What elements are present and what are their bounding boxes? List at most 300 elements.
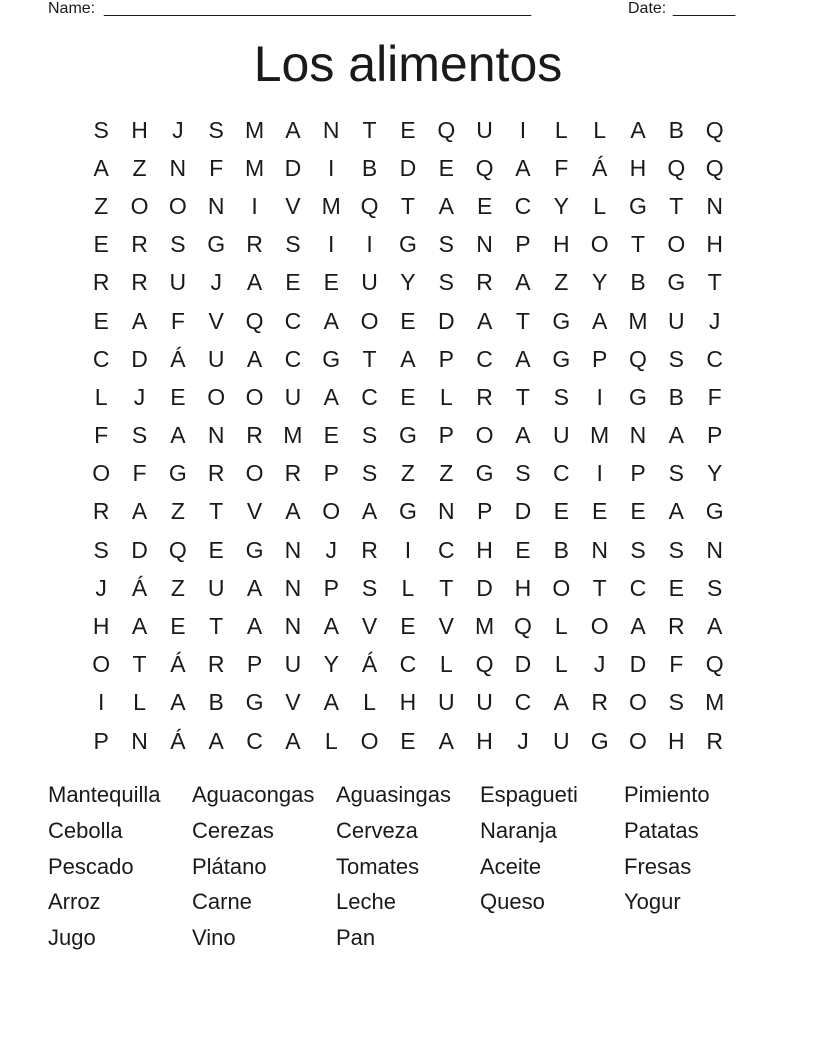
grid-cell[interactable]: L [439, 383, 453, 410]
grid-cell[interactable]: T [439, 574, 454, 601]
grid-cell[interactable]: A [131, 307, 148, 334]
grid-cell[interactable]: G [552, 345, 571, 372]
grid-cell[interactable]: S [361, 460, 378, 487]
grid-cell[interactable]: O [629, 689, 647, 716]
grid-cell[interactable]: M [244, 154, 265, 181]
grid-cell[interactable]: O [475, 422, 494, 449]
grid-cell[interactable]: B [668, 116, 684, 143]
grid-cell[interactable]: H [476, 536, 493, 563]
grid-cell[interactable]: P [707, 422, 723, 449]
name-label: Name: [48, 0, 96, 17]
grid-cell[interactable]: C [284, 345, 302, 372]
grid-cell[interactable]: A [208, 727, 224, 754]
grid-cell[interactable]: A [400, 345, 416, 372]
grid-cell[interactable]: A [361, 498, 378, 525]
grid-cell[interactable]: C [514, 192, 532, 219]
grid-cell[interactable]: D [131, 536, 148, 563]
grid-cell[interactable]: G [398, 422, 417, 449]
grid-cell[interactable]: G [207, 231, 226, 258]
grid-cell[interactable]: R [284, 460, 302, 487]
grid-cell[interactable]: A [323, 613, 339, 640]
grid-cell[interactable]: S [707, 574, 723, 601]
grid-cell[interactable]: U [284, 383, 302, 410]
grid-cell[interactable]: N [706, 536, 723, 563]
grid-cell[interactable]: B [553, 536, 569, 563]
grid-cell[interactable]: A [515, 422, 531, 449]
grid-cell[interactable]: C [476, 345, 493, 372]
grid-cell[interactable]: O [360, 307, 379, 334]
grid-cell[interactable]: U [284, 651, 302, 678]
grid-cell[interactable]: N [207, 422, 225, 449]
grid-cell[interactable]: M [705, 689, 725, 716]
grid-cell[interactable]: E [323, 422, 339, 449]
grid-cell[interactable]: I [404, 536, 412, 563]
grid-cell[interactable]: O [245, 383, 264, 410]
grid-cell[interactable]: R [131, 269, 148, 296]
grid-cell[interactable]: N [284, 574, 302, 601]
grid-cell[interactable]: S [93, 536, 109, 563]
grid-cell[interactable]: S [668, 689, 684, 716]
grid-cell[interactable]: L [554, 651, 568, 678]
grid-cell[interactable]: Q [514, 613, 532, 640]
grid-cell[interactable]: S [361, 422, 378, 449]
grid-cell[interactable]: U [361, 269, 378, 296]
grid-cell[interactable]: R [476, 383, 493, 410]
grid-cell[interactable]: I [328, 154, 335, 181]
grid-cell[interactable]: A [668, 498, 684, 525]
grid-cell[interactable]: C [92, 345, 110, 372]
grid-cell[interactable]: A [515, 269, 531, 296]
grid-cell[interactable]: E [438, 154, 454, 181]
grid-cell[interactable]: F [132, 460, 147, 487]
grid-cell[interactable]: Z [400, 460, 415, 487]
grid-cell[interactable]: P [323, 460, 339, 487]
grid-cell[interactable]: O [245, 460, 264, 487]
grid-cell[interactable]: Á [170, 727, 186, 754]
grid-cell[interactable]: R [246, 231, 263, 258]
grid-cell[interactable]: T [515, 307, 530, 334]
grid-cell[interactable]: L [554, 613, 568, 640]
grid-cell[interactable]: F [707, 383, 722, 410]
grid-cell[interactable]: C [706, 345, 723, 372]
grid-cell[interactable]: S [131, 422, 148, 449]
grid-cell[interactable]: E [400, 727, 416, 754]
grid-cell[interactable]: P [515, 231, 531, 258]
grid-cell[interactable]: G [590, 727, 609, 754]
grid-cell[interactable]: O [207, 383, 226, 410]
grid-cell[interactable]: R [361, 536, 378, 563]
grid-cell[interactable]: D [437, 307, 455, 334]
grid-cell[interactable]: O [590, 613, 609, 640]
grid-cell[interactable]: M [475, 613, 495, 640]
grid-cell[interactable]: Q [475, 154, 494, 181]
grid-cell[interactable]: H [476, 727, 493, 754]
grid-cell[interactable]: I [596, 383, 603, 410]
grid-cell[interactable]: Q [667, 154, 686, 181]
grid-cell[interactable]: I [251, 192, 258, 219]
grid-cell[interactable]: U [476, 689, 493, 716]
grid-cell[interactable]: C [399, 651, 417, 678]
grid-cell[interactable]: A [515, 345, 531, 372]
grid-cell[interactable]: E [208, 536, 224, 563]
grid-cell[interactable]: O [92, 651, 111, 678]
grid-cell[interactable]: T [592, 574, 607, 601]
grid-cell[interactable]: S [515, 460, 531, 487]
grid-cell[interactable]: S [438, 231, 454, 258]
grid-cell[interactable]: A [438, 727, 454, 754]
grid-cell[interactable]: D [476, 574, 493, 601]
grid-cell[interactable]: J [517, 727, 529, 754]
grid-cell[interactable]: Y [591, 269, 608, 296]
grid-cell[interactable]: A [93, 154, 109, 181]
grid-cell[interactable]: T [630, 231, 646, 258]
grid-cell[interactable]: Q [705, 116, 724, 143]
grid-cell[interactable]: A [630, 116, 646, 143]
grid-cell[interactable]: Y [400, 269, 416, 296]
grid-cell[interactable]: A [246, 269, 263, 296]
grid-cell[interactable]: A [131, 498, 148, 525]
grid-cell[interactable]: T [362, 116, 377, 143]
grid-cell[interactable]: I [328, 231, 335, 258]
grid-cell[interactable]: Á [131, 574, 148, 601]
grid-cell[interactable]: N [476, 231, 493, 258]
grid-cell[interactable]: S [208, 116, 224, 143]
grid-cell[interactable]: O [360, 727, 379, 754]
grid-cell[interactable]: L [363, 689, 376, 716]
grid-cell[interactable]: Q [245, 307, 264, 334]
grid-cell[interactable]: P [323, 574, 339, 601]
grid-cell[interactable]: O [667, 231, 686, 258]
grid-cell[interactable]: O [629, 727, 647, 754]
grid-cell[interactable]: N [169, 154, 187, 181]
grid-cell[interactable]: S [438, 269, 454, 296]
grid-cell[interactable]: A [630, 613, 646, 640]
word-bank-item: Naranja [480, 817, 558, 843]
grid-cell[interactable]: G [475, 460, 494, 487]
grid-cell[interactable]: A [170, 689, 186, 716]
grid-cell[interactable]: V [208, 307, 224, 334]
grid-cell[interactable]: A [246, 613, 263, 640]
grid-cell[interactable]: C [629, 574, 647, 601]
grid-cell[interactable]: D [131, 345, 148, 372]
grid-cell[interactable]: E [170, 613, 186, 640]
grid-cell[interactable]: L [593, 116, 607, 143]
grid-cell[interactable]: C [284, 307, 302, 334]
grid-cell[interactable]: F [94, 422, 109, 449]
grid-cell[interactable]: C [514, 689, 532, 716]
grid-cell[interactable]: O [322, 498, 341, 525]
grid-cell[interactable]: A [285, 727, 301, 754]
grid-cell[interactable]: O [168, 192, 187, 219]
grid-cell[interactable]: H [92, 613, 110, 640]
grid-cell[interactable]: C [246, 727, 263, 754]
grid-cell[interactable]: B [668, 383, 684, 410]
grid-cell[interactable]: U [668, 307, 685, 334]
grid-cell[interactable]: N [284, 536, 302, 563]
grid-cell[interactable]: G [705, 498, 724, 525]
grid-cell[interactable]: D [514, 498, 532, 525]
grid-cell[interactable]: R [207, 460, 225, 487]
grid-cell[interactable]: J [593, 651, 606, 678]
grid-cell[interactable]: D [514, 651, 532, 678]
grid-cell[interactable]: N [591, 536, 608, 563]
grid-cell[interactable]: G [245, 689, 264, 716]
grid-cell[interactable]: Y [553, 192, 569, 219]
grid-cell[interactable]: O [552, 574, 571, 601]
grid-cell[interactable]: A [246, 345, 263, 372]
grid-cell[interactable]: O [130, 192, 149, 219]
grid-cell[interactable]: H [399, 689, 417, 716]
grid-cell[interactable]: U [476, 116, 493, 143]
grid-cell[interactable]: J [95, 574, 107, 601]
grid-cell[interactable]: H [131, 116, 148, 143]
grid-cell[interactable]: S [668, 460, 684, 487]
grid-cell[interactable]: E [591, 498, 608, 525]
grid-cell[interactable]: E [515, 536, 531, 563]
grid-cell[interactable]: M [628, 307, 648, 334]
grid-cell[interactable]: A [131, 613, 148, 640]
grid-cell[interactable]: V [361, 613, 378, 640]
grid-cell[interactable]: T [362, 345, 377, 372]
grid-cell[interactable]: S [630, 536, 646, 563]
word-bank-item: Aceite [480, 853, 542, 879]
grid-cell[interactable]: D [284, 154, 302, 181]
grid-cell[interactable]: Q [437, 116, 456, 143]
grid-cell[interactable]: P [438, 422, 454, 449]
grid-cell[interactable]: M [244, 116, 265, 143]
grid-cell[interactable]: G [168, 460, 187, 487]
grid-cell[interactable]: H [552, 231, 570, 258]
grid-cell[interactable]: E [400, 613, 416, 640]
grid-cell[interactable]: Q [705, 154, 724, 181]
grid-cell[interactable]: U [207, 574, 225, 601]
grid-cell[interactable]: N [284, 613, 302, 640]
grid-cell[interactable]: M [321, 192, 341, 219]
grid-cell[interactable]: I [519, 116, 527, 143]
grid-cell[interactable]: G [552, 307, 571, 334]
grid-cell[interactable]: G [398, 231, 417, 258]
grid-cell[interactable]: V [246, 498, 263, 525]
grid-cell[interactable]: O [590, 231, 609, 258]
grid-cell[interactable]: Á [361, 651, 378, 678]
page-title: Los alimentos [253, 36, 563, 92]
grid-cell[interactable]: P [93, 727, 109, 754]
grid-cell[interactable]: T [132, 651, 147, 678]
grid-cell[interactable]: G [667, 269, 686, 296]
grid-cell[interactable]: V [285, 689, 301, 716]
grid-cell[interactable]: R [706, 727, 723, 754]
grid-cell[interactable]: A [246, 574, 263, 601]
word-bank-item: Cebolla [48, 817, 123, 843]
grid-cell[interactable]: L [439, 651, 453, 678]
grid-cell[interactable]: V [285, 192, 301, 219]
grid-cell[interactable]: A [515, 154, 531, 181]
grid-cell[interactable]: E [400, 116, 416, 143]
grid-cell[interactable]: E [400, 383, 416, 410]
grid-cell[interactable]: A [438, 192, 454, 219]
grid-cell[interactable]: E [476, 192, 493, 219]
grid-cell[interactable]: A [553, 689, 569, 716]
grid-cell[interactable]: J [325, 536, 337, 563]
grid-cell[interactable]: O [92, 460, 111, 487]
grid-cell[interactable]: A [591, 307, 608, 334]
grid-cell[interactable]: E [93, 307, 109, 334]
grid-cell[interactable]: F [209, 154, 224, 181]
grid-cell[interactable]: E [553, 498, 569, 525]
grid-cell[interactable]: I [97, 689, 105, 716]
grid-cell[interactable]: Z [94, 192, 109, 219]
grid-cell[interactable]: J [172, 116, 184, 143]
grid-cell[interactable]: L [133, 689, 146, 716]
grid-cell[interactable]: G [398, 498, 417, 525]
grid-cell[interactable]: B [361, 154, 378, 181]
grid-cell[interactable]: D [629, 651, 647, 678]
grid-cell[interactable]: G [322, 345, 341, 372]
grid-cell[interactable]: N [207, 192, 225, 219]
grid-cell[interactable]: E [630, 498, 646, 525]
grid-cell[interactable]: Á [170, 651, 186, 678]
grid-cell[interactable]: R [92, 269, 110, 296]
grid-cell[interactable]: G [245, 536, 264, 563]
grid-cell[interactable]: E [93, 231, 109, 258]
grid-cell[interactable]: P [246, 651, 263, 678]
grid-cell[interactable]: A [668, 422, 684, 449]
grid-cell[interactable]: J [210, 269, 222, 296]
grid-cell[interactable]: Q [629, 345, 647, 372]
grid-cell[interactable]: Z [132, 154, 147, 181]
grid-cell[interactable]: Z [554, 269, 569, 296]
grid-cell[interactable]: H [629, 154, 647, 181]
grid-cell[interactable]: I [366, 231, 373, 258]
grid-cell[interactable]: N [629, 422, 647, 449]
grid-cell[interactable]: M [590, 422, 610, 449]
grid-cell[interactable]: U [207, 345, 225, 372]
grid-cell[interactable]: S [170, 231, 186, 258]
grid-cell[interactable]: Z [170, 574, 185, 601]
grid-cell[interactable]: R [591, 689, 608, 716]
grid-cell[interactable]: E [668, 574, 684, 601]
grid-cell[interactable]: R [131, 231, 148, 258]
grid-cell[interactable]: Q [705, 651, 724, 678]
grid-cell[interactable]: D [399, 154, 417, 181]
grid-cell[interactable]: T [400, 192, 415, 219]
grid-cell[interactable]: Q [475, 651, 494, 678]
grid-cell[interactable]: F [170, 307, 185, 334]
word-bank-item: Aguasingas [336, 782, 451, 807]
grid-cell[interactable]: A [707, 613, 723, 640]
grid-cell[interactable]: P [591, 345, 608, 372]
grid-cell[interactable]: P [630, 460, 646, 487]
grid-cell[interactable]: E [170, 383, 186, 410]
letter-grid[interactable] [82, 111, 734, 761]
grid-cell[interactable]: H [514, 574, 532, 601]
grid-cell[interactable]: J [708, 307, 721, 334]
grid-cell[interactable]: A [323, 689, 339, 716]
grid-cell[interactable]: E [285, 269, 301, 296]
grid-cell[interactable]: A [285, 116, 301, 143]
grid-cell[interactable]: I [596, 460, 603, 487]
grid-cell[interactable]: T [209, 613, 224, 640]
grid-cell[interactable]: A [323, 383, 339, 410]
grid-cell[interactable]: R [668, 613, 685, 640]
grid-cell[interactable]: L [324, 727, 338, 754]
grid-cell[interactable]: L [554, 116, 568, 143]
grid-cell[interactable]: B [208, 689, 224, 716]
grid-cell[interactable]: E [400, 307, 416, 334]
grid-cell[interactable]: H [706, 231, 723, 258]
grid-cell[interactable]: G [629, 192, 647, 219]
grid-cell[interactable]: U [552, 422, 570, 449]
grid-cell[interactable]: T [515, 383, 530, 410]
grid-cell[interactable]: Á [170, 345, 186, 372]
grid-cell[interactable]: M [283, 422, 303, 449]
grid-cell[interactable]: Y [323, 651, 339, 678]
word-bank-item: Leche [336, 889, 396, 915]
grid-cell[interactable]: T [209, 498, 224, 525]
grid-cell[interactable]: N [437, 498, 455, 525]
grid-cell[interactable]: H [668, 727, 685, 754]
grid-cell[interactable]: S [361, 574, 378, 601]
word-bank-item: Pescado [48, 853, 134, 879]
grid-cell[interactable]: P [438, 345, 454, 372]
grid-cell[interactable]: C [437, 536, 455, 563]
date-field[interactable]: _______ [673, 0, 736, 17]
grid-cell[interactable]: P [476, 498, 493, 525]
grid-cell[interactable]: U [437, 689, 455, 716]
grid-cell[interactable]: U [552, 727, 570, 754]
grid-cell[interactable]: R [92, 498, 110, 525]
grid-cell[interactable]: E [323, 269, 339, 296]
grid-cell[interactable]: G [629, 383, 647, 410]
grid-cell[interactable]: Q [168, 536, 187, 563]
grid-cell[interactable]: S [93, 116, 109, 143]
grid-cell[interactable]: R [476, 269, 493, 296]
grid-cell[interactable]: A [285, 498, 301, 525]
grid-cell[interactable]: L [593, 192, 607, 219]
grid-cell[interactable]: F [669, 651, 684, 678]
grid-cell[interactable]: L [401, 574, 415, 601]
grid-cell[interactable]: R [207, 651, 225, 678]
grid-cell[interactable]: A [323, 307, 339, 334]
grid-cell[interactable]: Z [170, 498, 185, 525]
grid-cell[interactable]: Q [360, 192, 379, 219]
grid-cell[interactable]: N [706, 192, 723, 219]
grid-cell[interactable]: A [476, 307, 493, 334]
grid-cell[interactable]: V [438, 613, 454, 640]
grid-cell[interactable]: S [553, 383, 569, 410]
grid-cell[interactable]: Z [439, 460, 454, 487]
grid-cell[interactable]: J [133, 383, 146, 410]
grid-cell[interactable]: Y [707, 460, 723, 487]
grid-cell[interactable]: R [246, 422, 263, 449]
grid-cell[interactable]: B [630, 269, 646, 296]
grid-cell[interactable]: Á [591, 154, 608, 181]
grid-cell[interactable]: C [361, 383, 378, 410]
grid-cell[interactable]: T [707, 269, 722, 296]
grid-cell[interactable]: A [170, 422, 186, 449]
grid-cell[interactable]: F [554, 154, 569, 181]
grid-cell[interactable]: N [131, 727, 148, 754]
grid-cell[interactable]: U [169, 269, 187, 296]
grid-cell[interactable]: S [285, 231, 301, 258]
grid-cell[interactable]: C [552, 460, 570, 487]
grid-cell[interactable]: L [94, 383, 108, 410]
grid-cell[interactable]: S [668, 536, 684, 563]
name-field[interactable]: ________________________________________________ [104, 0, 532, 17]
grid-cell[interactable]: S [668, 345, 684, 372]
grid-cell[interactable]: T [669, 192, 684, 219]
grid-cell[interactable]: N [322, 116, 340, 143]
